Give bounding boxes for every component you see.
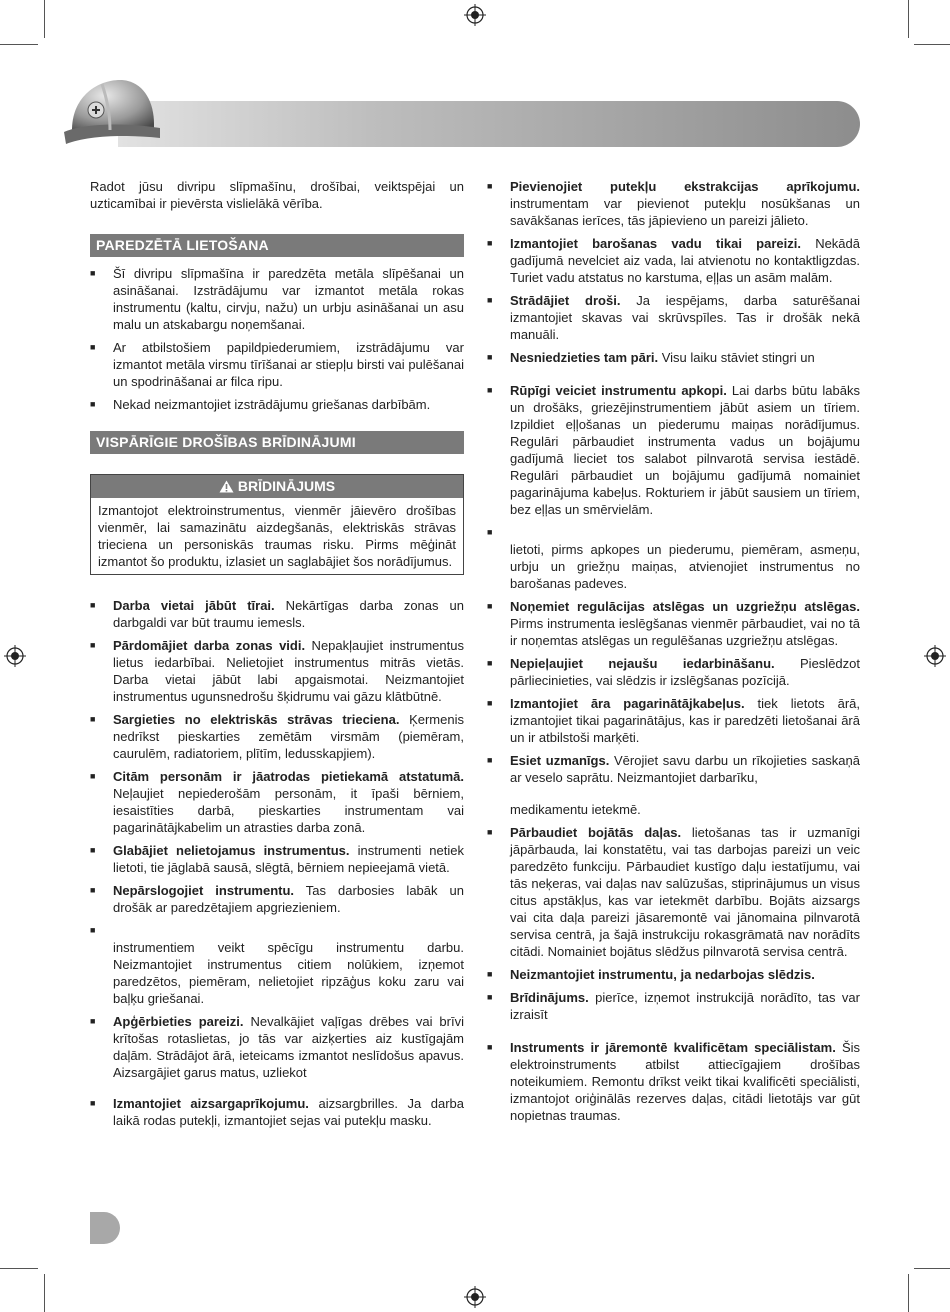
registration-mark-icon bbox=[4, 645, 26, 667]
left-column bbox=[90, 178, 464, 1135]
left-safety-list bbox=[90, 597, 464, 1129]
list-item: ■ Glabājiet nelietojamus instrumentus. instrumenti netiek lietoti, tie jāglabā sausā, slēgtā, bērniem nepieejamā vietā. bbox=[90, 843, 464, 875]
list-item: medikamentu ietekmē. bbox=[510, 802, 641, 817]
list-item: ■ Esiet uzmanīgs. Vērojiet savu darbu un rīkojieties saskaņā ar veselo saprātu. Neizmantojiet darbarīku, bbox=[487, 753, 861, 785]
list-item: ■ Nesniedzieties tam pāri. Visu laiku stāviet stingri un bbox=[487, 350, 815, 365]
crop-mark bbox=[914, 44, 950, 45]
list-item: ■ Izmantojiet āra pagarinātājkabeļus. tiek lietots ārā, izmantojiet tikai pagarinātājus, kas ir paredzēti lietošanai ārā un ir atbilstoši marķēti. bbox=[487, 696, 860, 745]
header-band bbox=[118, 101, 860, 147]
registration-mark-icon bbox=[464, 1286, 486, 1308]
crop-mark bbox=[908, 0, 909, 38]
warning-box bbox=[90, 474, 464, 575]
list-item: ■ Izmantojiet barošanas vadu tikai pareizi. Nekādā gadījumā nevelciet aiz vada, lai atvienotu no kontaktligzdas. Turiet vadu atstatus no karstuma, eļļas un asām malām. bbox=[487, 236, 860, 285]
list-item: ■ Instruments ir jāremontē kvalificētam speciālistam. Šis elektroinstruments atbilst attiecīgajiem drošības noteikumiem. Remontu drīkst veikt tikai kvalificēti speciālisti, izmantojot oriģinālās rezerves daļas, citādi lietotājs var gūt nopietnas traumas. bbox=[487, 1040, 860, 1123]
list-item: ■ Šī divripu slīpmašīna ir paredzēta metāla slīpēšanai un asināšanai. Izstrādājumu var izmantot metāla rokas instrumentu (kaltu, cirvju, nažu) un urbju asināšanai un asu malu un atskabargu noņemšanai. bbox=[90, 266, 464, 332]
section-heading-intended-use: PAREDZĒTĀ LIETOŠANA bbox=[90, 234, 464, 257]
list-item: ■ Pārbaudiet bojātās daļas. lietošanas tas ir uzmanīgi jāpārbauda, lai konstatētu, vai tas darbojas pareizi un veic paredzēto funkciju. Pārbaudiet kustīgo daļu iestatījumu, vai tās neķeras, vai daļas nav salūzušas, stiprinājumus un visus citus apstākļus, kas var ietekmēt darbību. Bojāts aizsargs vai cita daļa pareizi jāsaremontē vai jānomaina pilnvarotā servisa centrā, ja šajā instrukciju rokasgrāmatā nav norādīts citādi. Nomainiet bojātus slēdžus pilnvarotā servisa centrā. bbox=[487, 825, 861, 959]
intended-use-list bbox=[90, 265, 464, 413]
list-item: ■ Neizmantojiet instrumentu, ja nedarbojas slēdzis. bbox=[487, 967, 815, 982]
section-heading-general-safety: VISPĀRĪGIE DROŠĪBAS BRĪDINĀJUMI bbox=[90, 431, 464, 454]
list-item: ■ lietoti, pirms apkopes un piederumu, piemēram, asmeņu, urbju un griežņu maiņas, atvienojiet instrumentus no barošanas padeves. bbox=[487, 527, 860, 591]
list-item: ■ Darba vietai jābūt tīrai. Nekārtīgas darba zonas un darbgaldi var būt traumu iemesls. bbox=[90, 598, 464, 630]
page-number-tab bbox=[90, 1212, 120, 1244]
list-item: ■ Brīdinājums. pierīce, izņemot instrukcijā norādīto, tas var izraisīt bbox=[487, 990, 860, 1022]
right-safety-list bbox=[487, 178, 860, 1124]
crop-mark bbox=[0, 1268, 38, 1269]
intro-text: Radot jūsu divripu slīpmašīnu, drošībai, veiktspējai un uzticamībai ir pievērsta vislielākā vērība. bbox=[90, 179, 464, 211]
list-item: ■ Nepārslogojiet instrumentu. Tas darbosies labāk un drošāk ar paredzētajiem apgriezieniem. bbox=[90, 883, 464, 915]
crop-mark bbox=[44, 0, 45, 38]
registration-mark-icon bbox=[924, 645, 946, 667]
list-item: ■ Citām personām ir jāatrodas pietiekamā atstatumā. Neļaujiet nepiederošām personām, it īpaši bērniem, iesaistīties darbā, pieskarties instrumentam vai pagarinātājkabelim un atrasties darba zonā. bbox=[90, 769, 464, 835]
list-item: ■ Izmantojiet aizsargaprīkojumu. aizsargbrilles. Ja darba laikā rodas putekļi, izmantojiet sejas vai putekļu masku. bbox=[90, 1096, 464, 1128]
list-item: ■ Sargieties no elektriskās strāvas trieciena. Ķermenis nedrīkst pieskarties zemētām virsmām (piemēram, caurulēm, radiatoriem, plītīm, ledusskapjiem). bbox=[90, 712, 464, 761]
list-item: ■ Ar atbilstošiem papildpiederumiem, izstrādājumu var izmantot metāla virsmu tīrīšanai ar stiepļu birsti vai pulēšanai un spodrināšanai ar filca ripu. bbox=[90, 340, 464, 389]
list-item: ■ instrumentiem veikt spēcīgu instrumentu darbu. Neizmantojiet instrumentus citiem nolūkiem, izņemot paredzētos, piemēram, nelietojiet ripzāģus koku zaru vai baļķu griešanai. bbox=[90, 925, 464, 1006]
crop-mark bbox=[908, 1274, 909, 1312]
crop-mark bbox=[914, 1268, 950, 1269]
list-item: ■ Nekad neizmantojiet izstrādājumu griešanas darbībām. bbox=[90, 397, 431, 412]
list-item: ■ Nepieļaujiet nejaušu iedarbināšanu. Pieslēdzot pārliecinieties, vai slēdzis ir izslēgšanas pozīcijā. bbox=[487, 656, 860, 688]
warning-title: BRĪDINĀJUMS bbox=[91, 475, 463, 498]
warning-text: Izmantojot elektroinstrumentus, vienmēr jāievēro drošības vienmēr, lai samazinātu aizdegšanās, elektriskās strāvas trieciena un personiskās traumas risku. Pirms mēģināt izmantot šo produktu, izlasiet un saglabājiet šos norādījumus. bbox=[98, 503, 456, 569]
right-column bbox=[487, 178, 860, 1130]
list-item: ■ Strādājiet droši. Ja iespējams, darba saturēšanai izmantojiet skavas vai skrūvspīles. Tas ir drošāk nekā manuāli. bbox=[487, 293, 861, 342]
list-item: ■ Rūpīgi veiciet instrumentu apkopi. Lai darbs būtu labāks un drošāks, griezējinstrumentiem jābūt asiem un tīriem. Izpildiet eļļošanas un piederumu maiņas norādījumus. Regulāri pārbaudiet instrumenta vadus un bojājumu gadījumā lieciet tos salabot pilnvarotā servisa iestādē. Regulāri pārbaudiet un bojājumu gadījumā nomainiet pagarinājuma kabeļus. Rokturiem ir jābūt sausiem un tīriem, bez eļļas un smērvielām. bbox=[487, 383, 860, 517]
list-item: ■ Apģērbieties pareizi. Nevalkājiet vaļīgas drēbes vai brīvi krītošas rotaslietas, jo tās var aizķerties aiz kustīgajām daļām. Strādājot ārā, ieteicams izmantot neslīdošus apavus. Aizsargājiet garus matus, uzliekot bbox=[90, 1014, 464, 1080]
list-item: ■ Noņemiet regulācijas atslēgas un uzgriežņu atslēgas. Pirms instrumenta ieslēgšanas vienmēr pārbaudiet, vai no tā ir noņemtas atslēgas un regulēšanas uzgriežņu atslēgas. bbox=[487, 599, 860, 648]
list-item: ■ Pievienojiet putekļu ekstrakcijas aprīkojumu. instrumentam var pievienot putekļu nosūkšanas un savākšanas ierīces, tās jāpievieno un pareizi jālieto. bbox=[487, 179, 860, 228]
crop-mark bbox=[0, 44, 38, 45]
crop-mark bbox=[44, 1274, 45, 1312]
warning-triangle-icon bbox=[219, 480, 234, 493]
safety-helmet-icon bbox=[62, 72, 162, 152]
registration-mark-icon bbox=[464, 4, 486, 26]
list-item: ■ Pārdomājiet darba zonas vidi. Nepakļaujiet instrumentus lietus iedarbībai. Nelietojiet instrumentus mitrās vietās. Darba vietai jābūt labi apgaismotai. Neizmantojiet instrumentus ugunsnedrošu šķidrumu vai gāzu klātbūtnē. bbox=[90, 638, 464, 704]
